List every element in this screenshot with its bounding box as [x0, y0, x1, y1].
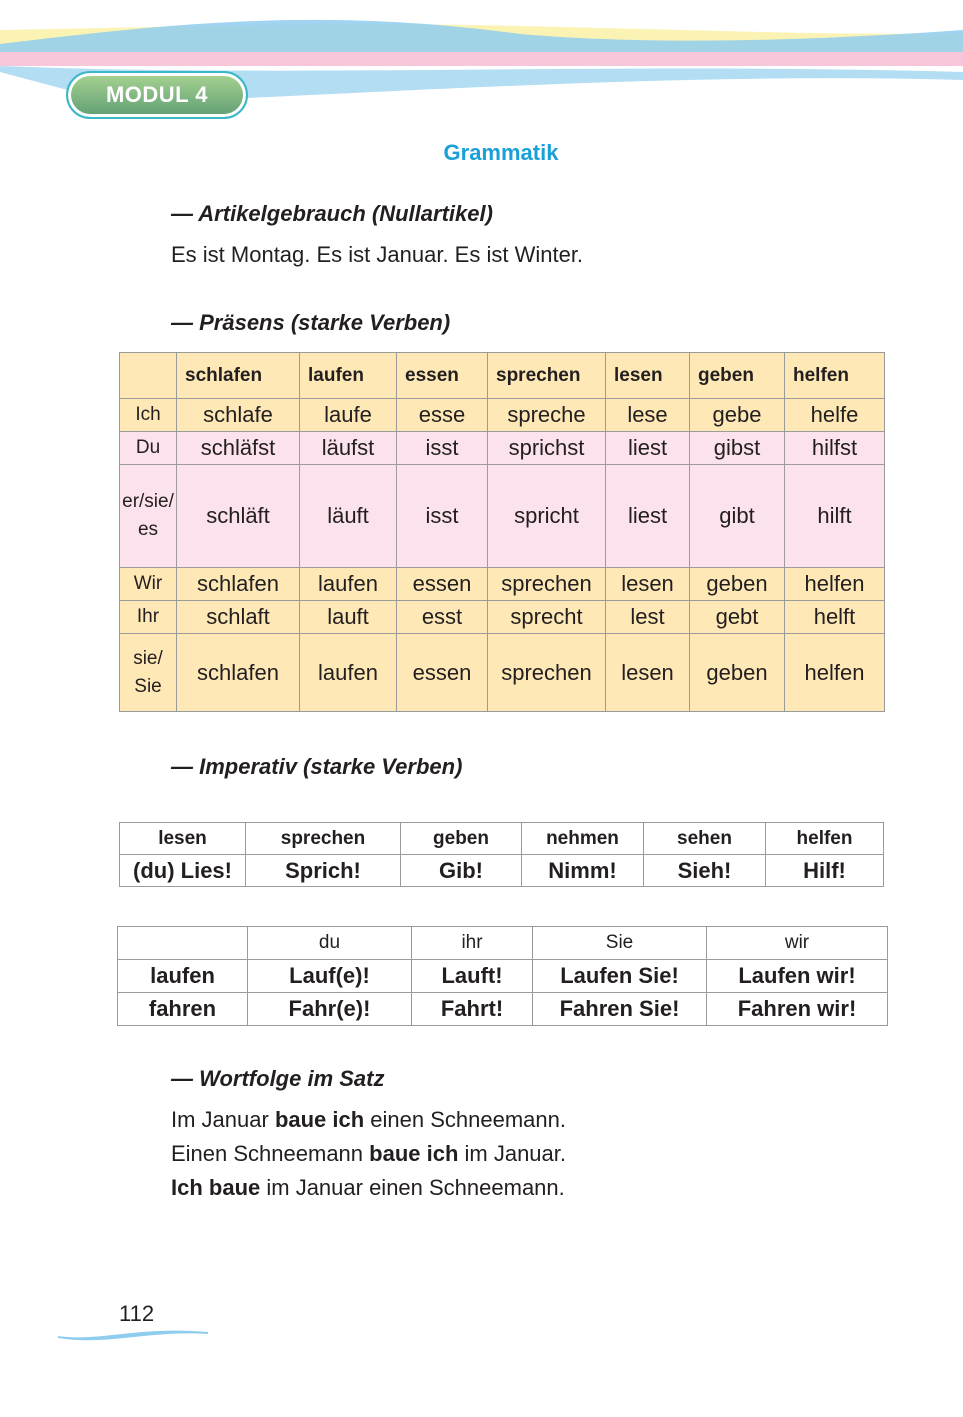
table-row — [120, 568, 885, 601]
verb-header-cell: geben — [401, 823, 522, 855]
sentence-part: Im Januar — [171, 1107, 275, 1132]
verb-form-cell: läufst — [300, 432, 397, 465]
verb-form-cell: schlafen — [177, 568, 300, 601]
verb-form-cell: helfen — [785, 568, 885, 601]
verb-form-cell: sprechen — [488, 634, 606, 712]
verb-header-cell: lesen — [120, 823, 246, 855]
person-header-cell — [118, 927, 248, 960]
verb-form-cell: isst — [397, 432, 488, 465]
verb-form-cell: gebe — [690, 399, 785, 432]
verb-form-cell: lauft — [300, 601, 397, 634]
wortfolge-sentence — [171, 1137, 566, 1171]
pronoun-cell: sie/ Sie — [120, 634, 177, 712]
section-heading-artikel: — Artikelgebrauch (Nullartikel) — [171, 201, 493, 226]
verb-form-cell: laufen — [300, 568, 397, 601]
module-badge: MODUL 4 — [66, 71, 248, 119]
sentence-part: einen Schneemann. — [364, 1107, 567, 1132]
praesens-header-row — [120, 353, 885, 399]
imperativ-table — [119, 822, 884, 887]
imperativ-header-row — [120, 823, 884, 855]
praesens-header-cell: essen — [397, 353, 488, 399]
sentence-part: im Januar. — [458, 1141, 566, 1166]
verb-form-cell: geben — [690, 568, 785, 601]
section-heading-praesens: — Präsens (starke Verben) — [171, 310, 451, 335]
verb-form-cell: schlafen — [177, 634, 300, 712]
praesens-header-cell — [120, 353, 177, 399]
person-header-cell: wir — [707, 927, 888, 960]
verb-form-cell: hilft — [785, 465, 885, 568]
person-header-cell: Sie — [533, 927, 707, 960]
artikel-example: Es ist Montag. Es ist Januar. Es ist Winter. — [171, 242, 584, 267]
verb-form-cell: esst — [397, 601, 488, 634]
table-row — [118, 993, 888, 1026]
table-row — [118, 960, 888, 993]
pronoun-cell: Wir — [120, 568, 177, 601]
sentence-bold-part: Ich baue — [171, 1175, 261, 1200]
section-heading-wortfolge: — Wortfolge im Satz — [171, 1066, 385, 1091]
imperativ-form-cell: Fahren Sie! — [533, 993, 707, 1026]
praesens-header-cell: helfen — [785, 353, 885, 399]
pronoun-cell: Ich — [120, 399, 177, 432]
verb-form-cell: lesen — [606, 568, 690, 601]
page-number: 112 — [119, 1301, 155, 1326]
pronoun-cell: er/sie/ es — [120, 465, 177, 568]
praesens-header-cell: geben — [690, 353, 785, 399]
person-header-cell: ihr — [412, 927, 533, 960]
imperativ-form-cell: Nimm! — [522, 855, 644, 887]
verb-form-cell: liest — [606, 432, 690, 465]
imperativ-form-cell: (du) Lies! — [120, 855, 246, 887]
verb-form-cell: lese — [606, 399, 690, 432]
verb-form-cell: essen — [397, 634, 488, 712]
praesens-header-cell: lesen — [606, 353, 690, 399]
wortfolge-sentence — [171, 1103, 566, 1137]
imperativ-form-cell: Hilf! — [766, 855, 884, 887]
verb-form-cell: isst — [397, 465, 488, 568]
verb-cell: fahren — [118, 993, 248, 1026]
page-title: Grammatik — [443, 140, 559, 165]
verb-form-cell: sprecht — [488, 601, 606, 634]
imperativ-form-cell: Laufen Sie! — [533, 960, 707, 993]
person-header-cell: du — [248, 927, 412, 960]
imperativ-form-cell: Sieh! — [644, 855, 766, 887]
imperativ-form-cell: Fahren wir! — [707, 993, 888, 1026]
verb-header-cell: nehmen — [522, 823, 644, 855]
verb-form-cell: schlafe — [177, 399, 300, 432]
sentence-bold-part: baue ich — [369, 1141, 459, 1166]
praesens-table — [119, 352, 885, 712]
imperativ-form-cell: Lauft! — [412, 960, 533, 993]
verb-form-cell: helft — [785, 601, 885, 634]
verb-form-cell: geben — [690, 634, 785, 712]
section-heading-imperativ: — Imperativ (starke Verben) — [171, 754, 463, 779]
verb-form-cell: schläfst — [177, 432, 300, 465]
verb-form-cell: laufe — [300, 399, 397, 432]
imperativ-form-cell: Gib! — [401, 855, 522, 887]
imperativ-form-cell: Sprich! — [246, 855, 401, 887]
table-row — [120, 465, 885, 568]
verb-form-cell: sprichst — [488, 432, 606, 465]
verb-form-cell: schlaft — [177, 601, 300, 634]
verb-form-cell: gibst — [690, 432, 785, 465]
verb-cell: laufen — [118, 960, 248, 993]
praesens-header-cell: laufen — [300, 353, 397, 399]
footer-wave — [58, 1322, 208, 1346]
verb-header-cell: sehen — [644, 823, 766, 855]
imperativ-form-cell: Laufen wir! — [707, 960, 888, 993]
table-row — [120, 634, 885, 712]
sentence-part: Einen Schneemann — [171, 1141, 370, 1166]
pronoun-cell: Ihr — [120, 601, 177, 634]
verb-form-cell: helfen — [785, 634, 885, 712]
verb-header-cell: helfen — [766, 823, 884, 855]
verb-form-cell: sprechen — [488, 568, 606, 601]
verb-form-cell: gebt — [690, 601, 785, 634]
imperativ-person-header-row — [118, 927, 888, 960]
table-row — [120, 432, 885, 465]
imperativ-person-table — [117, 926, 888, 1026]
verb-form-cell: esse — [397, 399, 488, 432]
verb-form-cell: liest — [606, 465, 690, 568]
sentence-bold-part: baue ich — [274, 1107, 365, 1132]
table-row — [120, 399, 885, 432]
verb-form-cell: essen — [397, 568, 488, 601]
verb-form-cell: lesen — [606, 634, 690, 712]
verb-form-cell: schläft — [177, 465, 300, 568]
verb-form-cell: gibt — [690, 465, 785, 568]
verb-form-cell: läuft — [300, 465, 397, 568]
verb-header-cell: sprechen — [246, 823, 401, 855]
verb-form-cell: helfe — [785, 399, 885, 432]
verb-form-cell: spreche — [488, 399, 606, 432]
praesens-header-cell: sprechen — [488, 353, 606, 399]
pronoun-cell: Du — [120, 432, 177, 465]
verb-form-cell: lest — [606, 601, 690, 634]
imperativ-form-cell: Fahrt! — [412, 993, 533, 1026]
table-row — [120, 855, 884, 887]
wortfolge-sentence — [171, 1171, 565, 1205]
imperativ-form-cell: Lauf(e)! — [248, 960, 412, 993]
sentence-part: im Januar einen Schneemann. — [260, 1175, 565, 1200]
praesens-header-cell: schlafen — [177, 353, 300, 399]
verb-form-cell: spricht — [488, 465, 606, 568]
verb-form-cell: laufen — [300, 634, 397, 712]
verb-form-cell: hilfst — [785, 432, 885, 465]
imperativ-form-cell: Fahr(e)! — [248, 993, 412, 1026]
table-row — [120, 601, 885, 634]
